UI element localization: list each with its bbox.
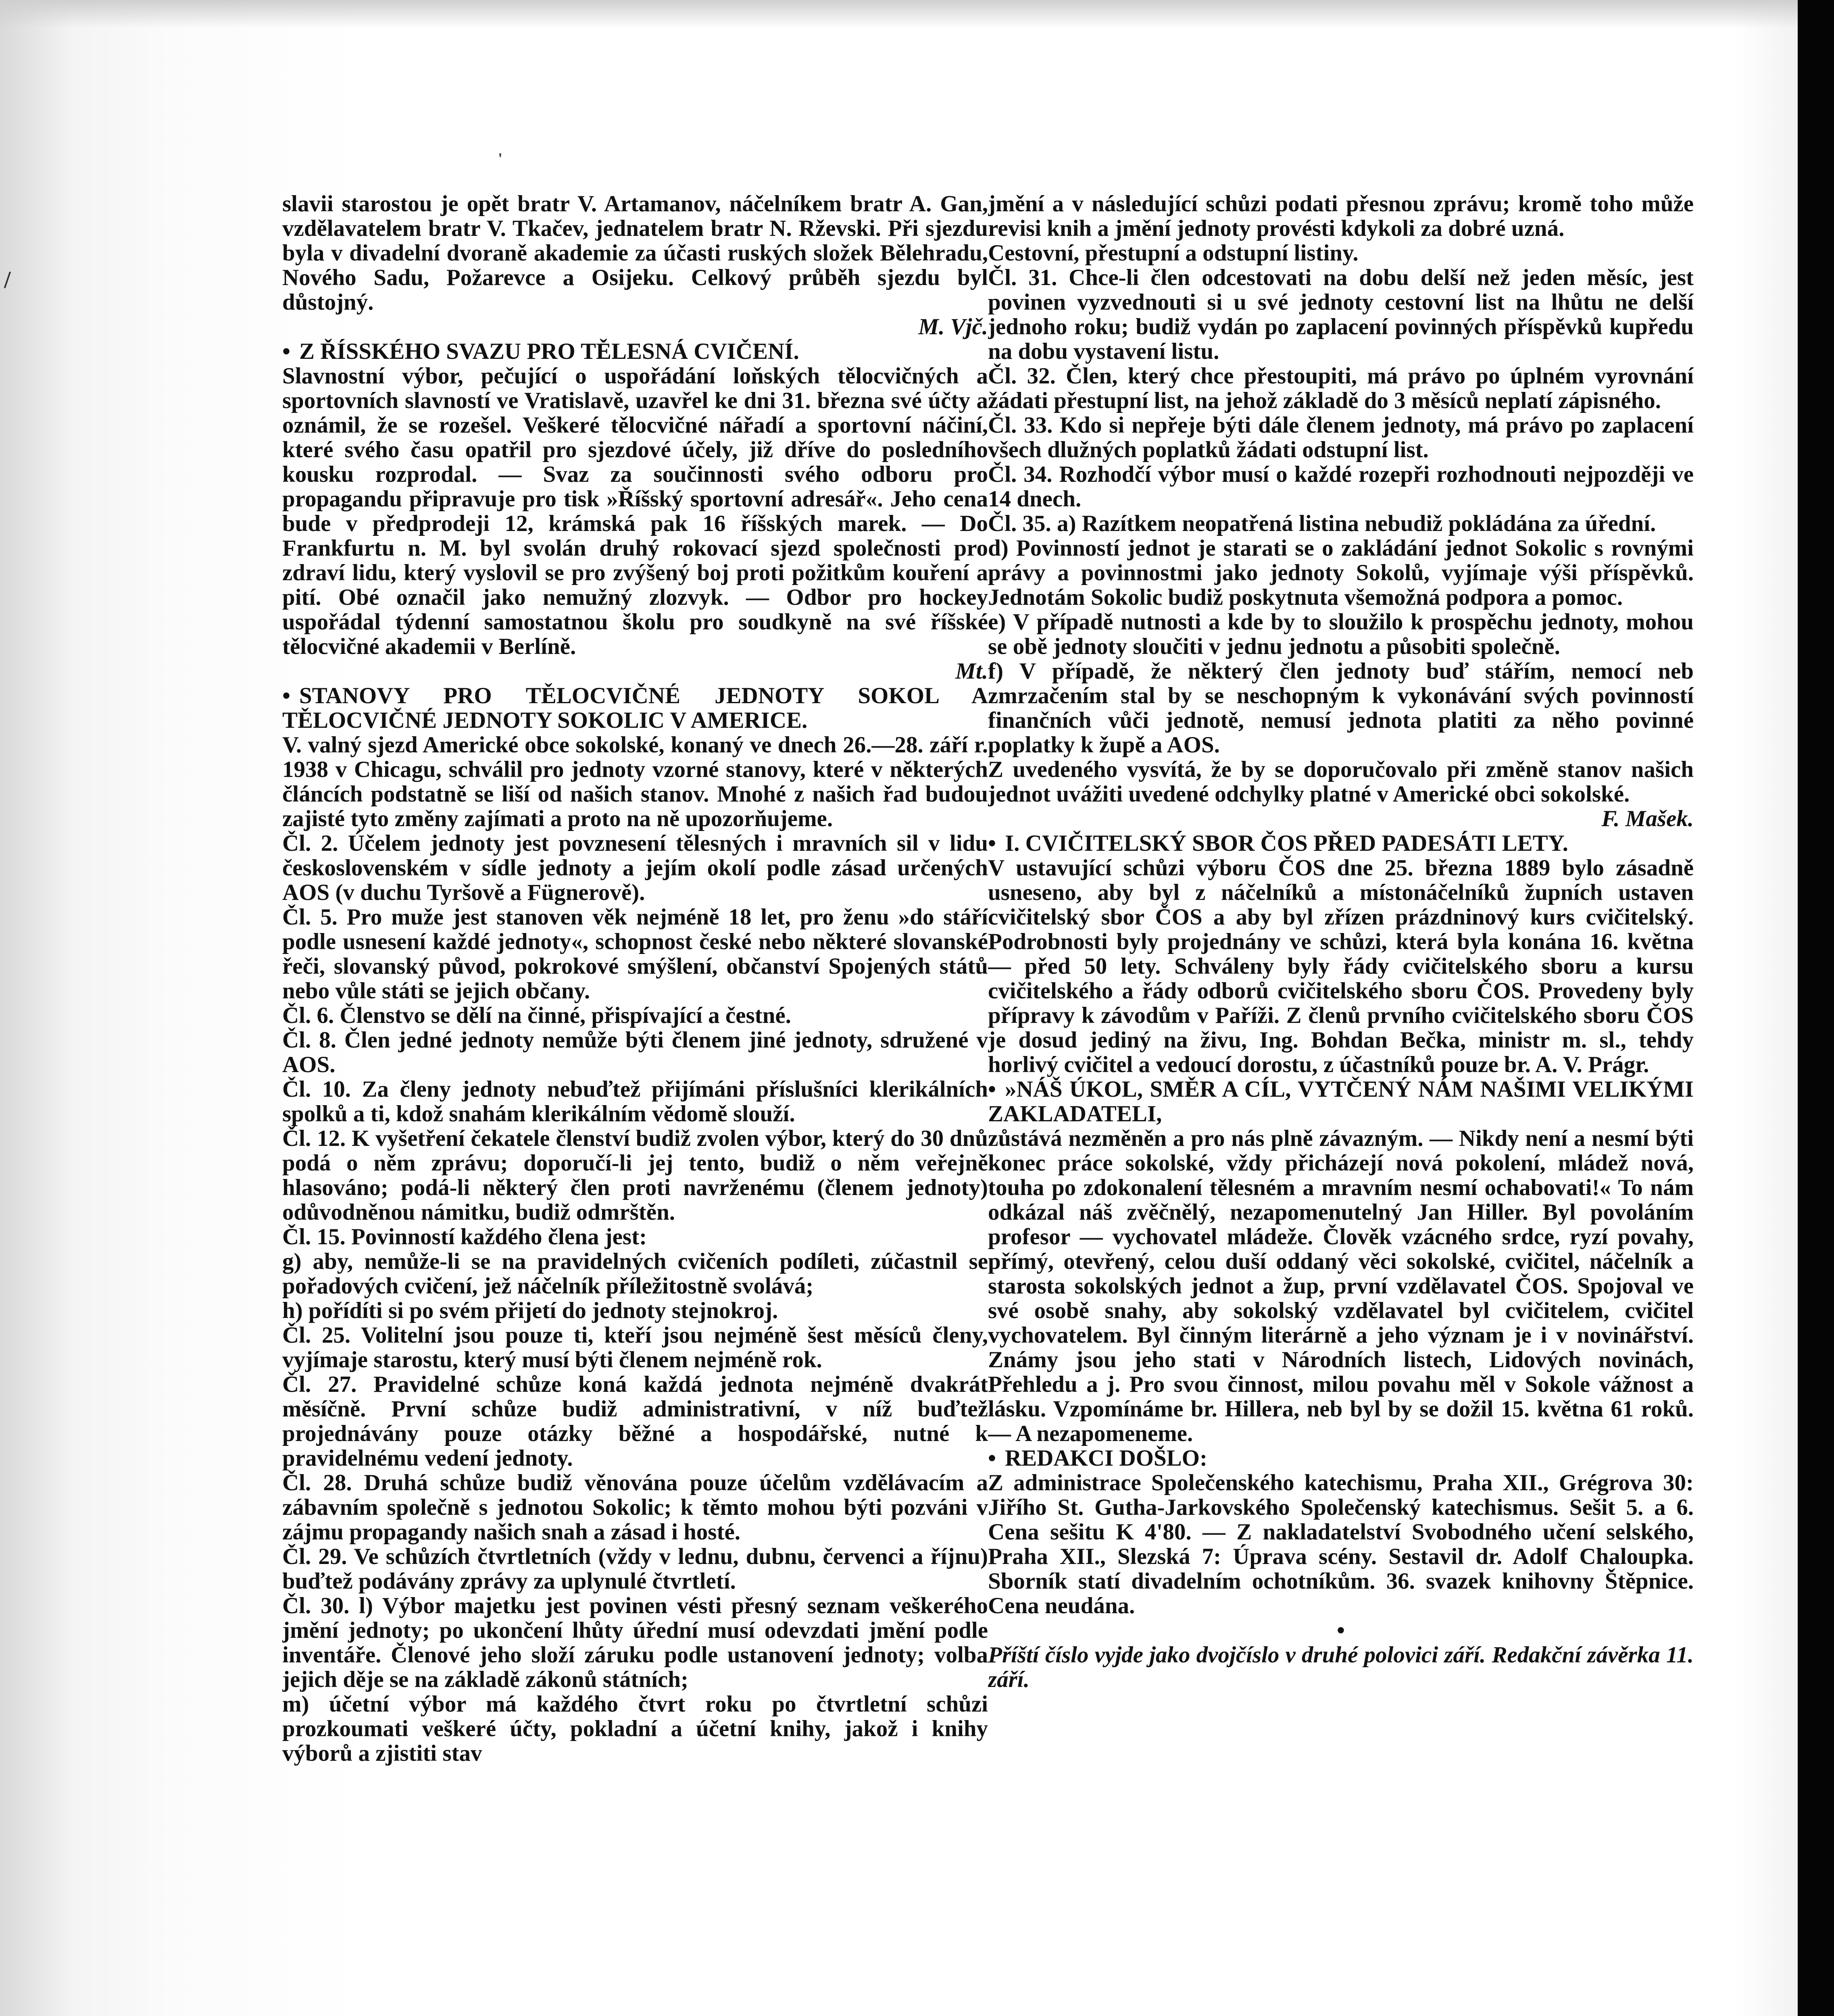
bullet-icon: • (988, 1445, 996, 1471)
paragraph: slavii starostou je opět bratr V. Artamanov, náčelníkem bratr A. Gan, vzdělavatelem bratr V. Tkačev, jednatelem bratr N. Rževski. Při sjezdu byla v divadelní dvoraně akademie za účasti ruských složek Bělehradu, Nového Sadu, Požarevce a Osijeku. Celkový průběh sjezdu byl důstojný. (282, 192, 988, 315)
paragraph: Čl. 34. Rozhodčí výbor musí o každé rozepři rozhodnouti nejpozději ve 14 dnech. (988, 462, 1694, 512)
heading-text: Z ŘÍSSKÉHO SVAZU PRO TĚLESNÁ CVIČENÍ. (299, 339, 799, 364)
section-heading (282, 683, 988, 733)
paragraph: Z administrace Společenského katechismu, Praha XII., Grégrova 30: Jiřího St. Gutha-Jarkovského Společenský katechismus. Sešit 5. a 6. Cena sešitu K 4'80. — Z nakladatelství Svobodného učení selského, Praha XII., Slezská 7: Úprava scény. Sestavil dr. Adolf Chaloupka. Sborník statí divadelním ochotníkům. 36. svazek knihovny Štěpnice. Cena neudána. (988, 1470, 1694, 1618)
paragraph: Čl. 5. Pro muže jest stanoven věk nejméně 18 let, pro ženu »do stáří podle usnesení každé jednoty«, schopnost české nebo některé slovanské řeči, slovanský původ, pokrokové smýšlení, občanství Spojených států nebo vůle státi se jejich občany. (282, 904, 988, 1004)
paragraph: m) účetní výbor má každého čtvrt roku po čtvrtletní schůzi prozkoumati veškeré účty, pokladní a účetní knihy, jakož i knihy výborů a zjistiti stav (282, 1691, 988, 1766)
paragraph: Čl. 35. a) Razítkem neopatřená listina nebudiž pokládána za úřední. (988, 511, 1656, 536)
paragraph: Čl. 27. Pravidelné schůze koná každá jednota nejméně dvakrát měsíčně. První schůze budiž administrativní, v níž buďtež projednávány pouze otázky běžné a hospodářské, nutné k pravidelnému vedení jednoty. (282, 1372, 988, 1471)
bullet-icon: • (282, 339, 290, 364)
scan-shadow (0, 0, 1834, 28)
stray-mark: ' (498, 150, 503, 168)
paragraph: f) V případě, že některý člen jednoty buď stářím, nemocí neb zmrzačením stal by se neschopným k vykonávání svých povinností finančních vůči jednotě, nemusí jednota platiti za něho povinné poplatky k župě a AOS. (988, 658, 1694, 758)
paragraph: e) V případě nutnosti a kde by to sloužilo k prospěchu jednoty, mohou se obě jednoty sloučiti v jednu jednotu a působiti společně. (988, 609, 1694, 659)
bullet-icon: • (988, 831, 996, 856)
paragraph: Čl. 8. Člen jedné jednoty nemůže býti členem jiné jednoty, sdružené v AOS. (282, 1027, 988, 1077)
paragraph: Čl. 12. K vyšetření čekatele členství budiž zvolen výbor, který do 30 dnů podá o něm zprávu; doporučí-li jej tento, budiž o něm veřejně hlasováno; podá-li některý člen proti navrženému (členem jednoty) odůvodněnou námitku, budiž odmrštěn. (282, 1126, 988, 1225)
section-heading (282, 339, 988, 364)
heading-text: STANOVY PRO TĚLOCVIČNÉ JEDNOTY SOKOL A TĚLOCVIČNÉ JEDNOTY SOKOLIC V AMERICE. (282, 683, 988, 733)
right-column (988, 192, 1694, 2016)
author-signature: F. Mašek. (1601, 806, 1694, 831)
paragraph: Slavnostní výbor, pečující o uspořádání loňských tělocvičných a sportovních slavností ve Vratislavě, uzavřel ke dni 31. března své účty a oznámil, že se rozešel. Veškeré tělocvičné nářadí a sportovní náčiní, které svého času opatřil pro sjezdové účely, již dříve do posledního kousku rozprodal. — Svaz za součinnosti svého odboru pro propagandu připravuje pro tisk »Říšský sportovní adresář«. Jeho cena bude v předprodeji 12, krámská pak 16 říšských marek. — Do Frankfurtu n. M. byl svolán druhý rokovací sjezd společnosti pro zdraví lidu, který vyslovil se pro zvýšený boj proti požitkům kouření a pití. Obé označil jako nemužný zlozvyk. — Odbor pro hockey uspořádal týdenní samostatnou školu pro soudkyně na své říšské tělocvičné akademii v Berlíně. (282, 363, 988, 659)
paragraph: Z uvedeného vysvítá, že by se doporučovalo při změně stanov našich jednot uvážiti uvedené odchylky platné v Americké obci sokolské. (988, 757, 1694, 807)
heading-text: REDAKCI DOŠLO: (1005, 1445, 1207, 1471)
bullet-icon: • (988, 1077, 996, 1102)
paragraph: Čl. 30. l) Výbor majetku jest povinen vésti přesný seznam veškerého jmění jednoty; po ukončení lhůty úřední musí odevzdati jmění podle inventáře. Členové jeho složí záruku podle ustanovení jednoty; volba jejich děje se na základě zákonů státních; (282, 1593, 988, 1692)
paragraph: zůstává nezměněn a pro nás plně závazným. — Nikdy není a nesmí býti konec práce sokolské, vždy přicházejí nová pokolení, mládež nová, touha po zdokonalení tělesném a mravním nesmí ochabovati!« To nám odkázal náš zvěčnělý, nezapomenutelný Jan Hiller. Byl povoláním profesor — vychovatel mládeže. Člověk vzácného srdce, ryzí povahy, přímý, otevřený, celou duší oddaný věci sokolské, cvičitel, náčelník a starosta sokolských jednot a žup, první vzdělavatel ČOS. Spojoval ve své osobě snahy, aby sokolský vzdělavatel byl cvičitelem, cvičitel vychovatelem. Byl činným literárně a jeho význam je i v novinářství. Známy jsou jeho stati v Národních listech, Lidových novinách, Přehledu a j. Pro svou činnost, milou povahu měl v Sokole vážnost a lásku. Vzpomínáme br. Hillera, neb byl by se dožil 15. května 61 roků. — A nezapomeneme. (988, 1126, 1694, 1446)
section-heading (988, 1077, 1694, 1126)
paragraph: Čl. 10. Za členy jednoty nebuďtež přijímáni příslušníci klerikálních spolků a ti, kdož snahám klerikálním vědomě slouží. (282, 1077, 988, 1127)
author-signature: M. Vjč. (918, 314, 988, 339)
paragraph: Čl. 2. Účelem jednoty jest povznesení tělesných i mravních sil v lidu československém v sídle jednoty a jejím okolí podle zásad určených AOS (v duchu Tyršově a Fügnerově). (282, 831, 988, 905)
left-column (282, 192, 988, 2016)
stray-mark: / (4, 267, 11, 293)
paragraph: h) pořídíti si po svém přijetí do jednoty stejnokroj. (282, 1298, 778, 1323)
paragraph: V ustavující schůzi výboru ČOS dne 25. března 1889 bylo zásadně usneseno, aby byl z náčelníků a místonáčelníků župních ustaven cvičitelský sbor ČOS a aby byl zřízen prázdninový kurs cvičitelský. Podrobnosti byly projednány ve schůzi, která byla konána 16. května — před 50 lety. Schváleny byly řády cvičitelského sboru a kursu cvičitelského a řády odborů cvičitelského sboru ČOS. Provedeny byly přípravy k závodům v Paříži. Z členů prvního cvičitelského sboru ČOS je dosud jediný na živu, Ing. Bohdan Bečka, ministr m. sl., tehdy horlivý cvičitel a vedoucí dorostu, z účastníků pouze br. A. V. Prágr. (988, 855, 1694, 1077)
paragraph: Čl. 32. Člen, který chce přestoupiti, má právo po úplném vyrovnání žádati přestupní list, na jehož základě do 3 měsíců neplatí zápisného. (988, 363, 1694, 413)
paragraph: Čl. 25. Volitelní jsou pouze ti, kteří jsou nejméně šest měsíců členy, vyjímaje starostu, který musí býti členem nejméně rok. (282, 1322, 988, 1372)
bullet-icon: • (282, 683, 290, 708)
paragraph: jmění a v následující schůzi podati přesnou zprávu; kromě toho může revisi knih a jmění jednoty provésti kdykoli za dobré uzná. (988, 192, 1694, 241)
paragraph: Cestovní, přestupní a odstupní listiny. (988, 240, 1359, 266)
heading-text: »NÁŠ ÚKOL, SMĚR A CÍL, VYTČENÝ NÁM NAŠIMI VELIKÝMI ZAKLADATELI, (988, 1077, 1694, 1127)
paragraph: Čl. 29. Ve schůzích čtvrtletních (vždy v lednu, dubnu, červenci a říjnu) buďtež podávány zprávy za uplynulé čtvrtletí. (282, 1544, 988, 1594)
section-divider: • (1337, 1618, 1345, 1643)
paragraph: g) aby, nemůže-li se na pravidelných cvičeních podíleti, zúčastnil se pořadových cvičení, jež náčelník příležitostně svolává; (282, 1249, 988, 1299)
paragraph: Čl. 31. Chce-li člen odcestovati na dobu delší než jeden měsíc, jest povinen vyzvednouti si u své jednoty cestovní list na lhůtu ne delší jednoho roku; budiž vydán po zaplacení povinných příspěvků kupředu na dobu vystavení listu. (988, 265, 1694, 364)
author-signature: Mt. (955, 658, 988, 684)
paragraph: d) Povinností jednot je starati se o zakládání jednot Sokolic s rovnými právy a povinnostmi jako jednoty Sokolů, vyjímaje výši příspěvků. Jednotám Sokolic budiž poskytnuta všemožná podpora a pomoc. (988, 535, 1694, 610)
paragraph: Čl. 33. Kdo si nepřeje býti dále členem jednoty, má právo po zaplacení všech dlužných poplatků žádati odstupní list. (988, 412, 1694, 462)
section-heading (988, 831, 1694, 856)
paragraph: Čl. 6. Členstvo se dělí na činné, přispívající a čestné. (282, 1003, 791, 1028)
heading-text: I. CVIČITELSKÝ SBOR ČOS PŘED PADESÁTI LETY. (1005, 831, 1568, 856)
paragraph: Čl. 15. Povinností každého člena jest: (282, 1224, 647, 1250)
next-issue-note: Příští číslo vyjde jako dvojčíslo v druhé polovici září. Redakční závěrka 11. září. (988, 1642, 1694, 1692)
paragraph: Čl. 28. Druhá schůze budiž věnována pouze účelům vzdělávacím a zábavním společně s jednotou Sokolic; k těmto mohou býti pozváni v zájmu propagandy našich snah a zásad i hosté. (282, 1470, 988, 1545)
section-heading (988, 1446, 1694, 1470)
scan-edge (1798, 0, 1834, 2016)
paragraph: V. valný sjezd Americké obce sokolské, konaný ve dnech 26.—28. září r. 1938 v Chicagu, schválil pro jednoty vzorné stanovy, které v některých článcích podstatně se liší od našich stanov. Mnohé z našich řad budou zajisté tyto změny zajímati a proto na ně upozorňujeme. (282, 732, 988, 831)
